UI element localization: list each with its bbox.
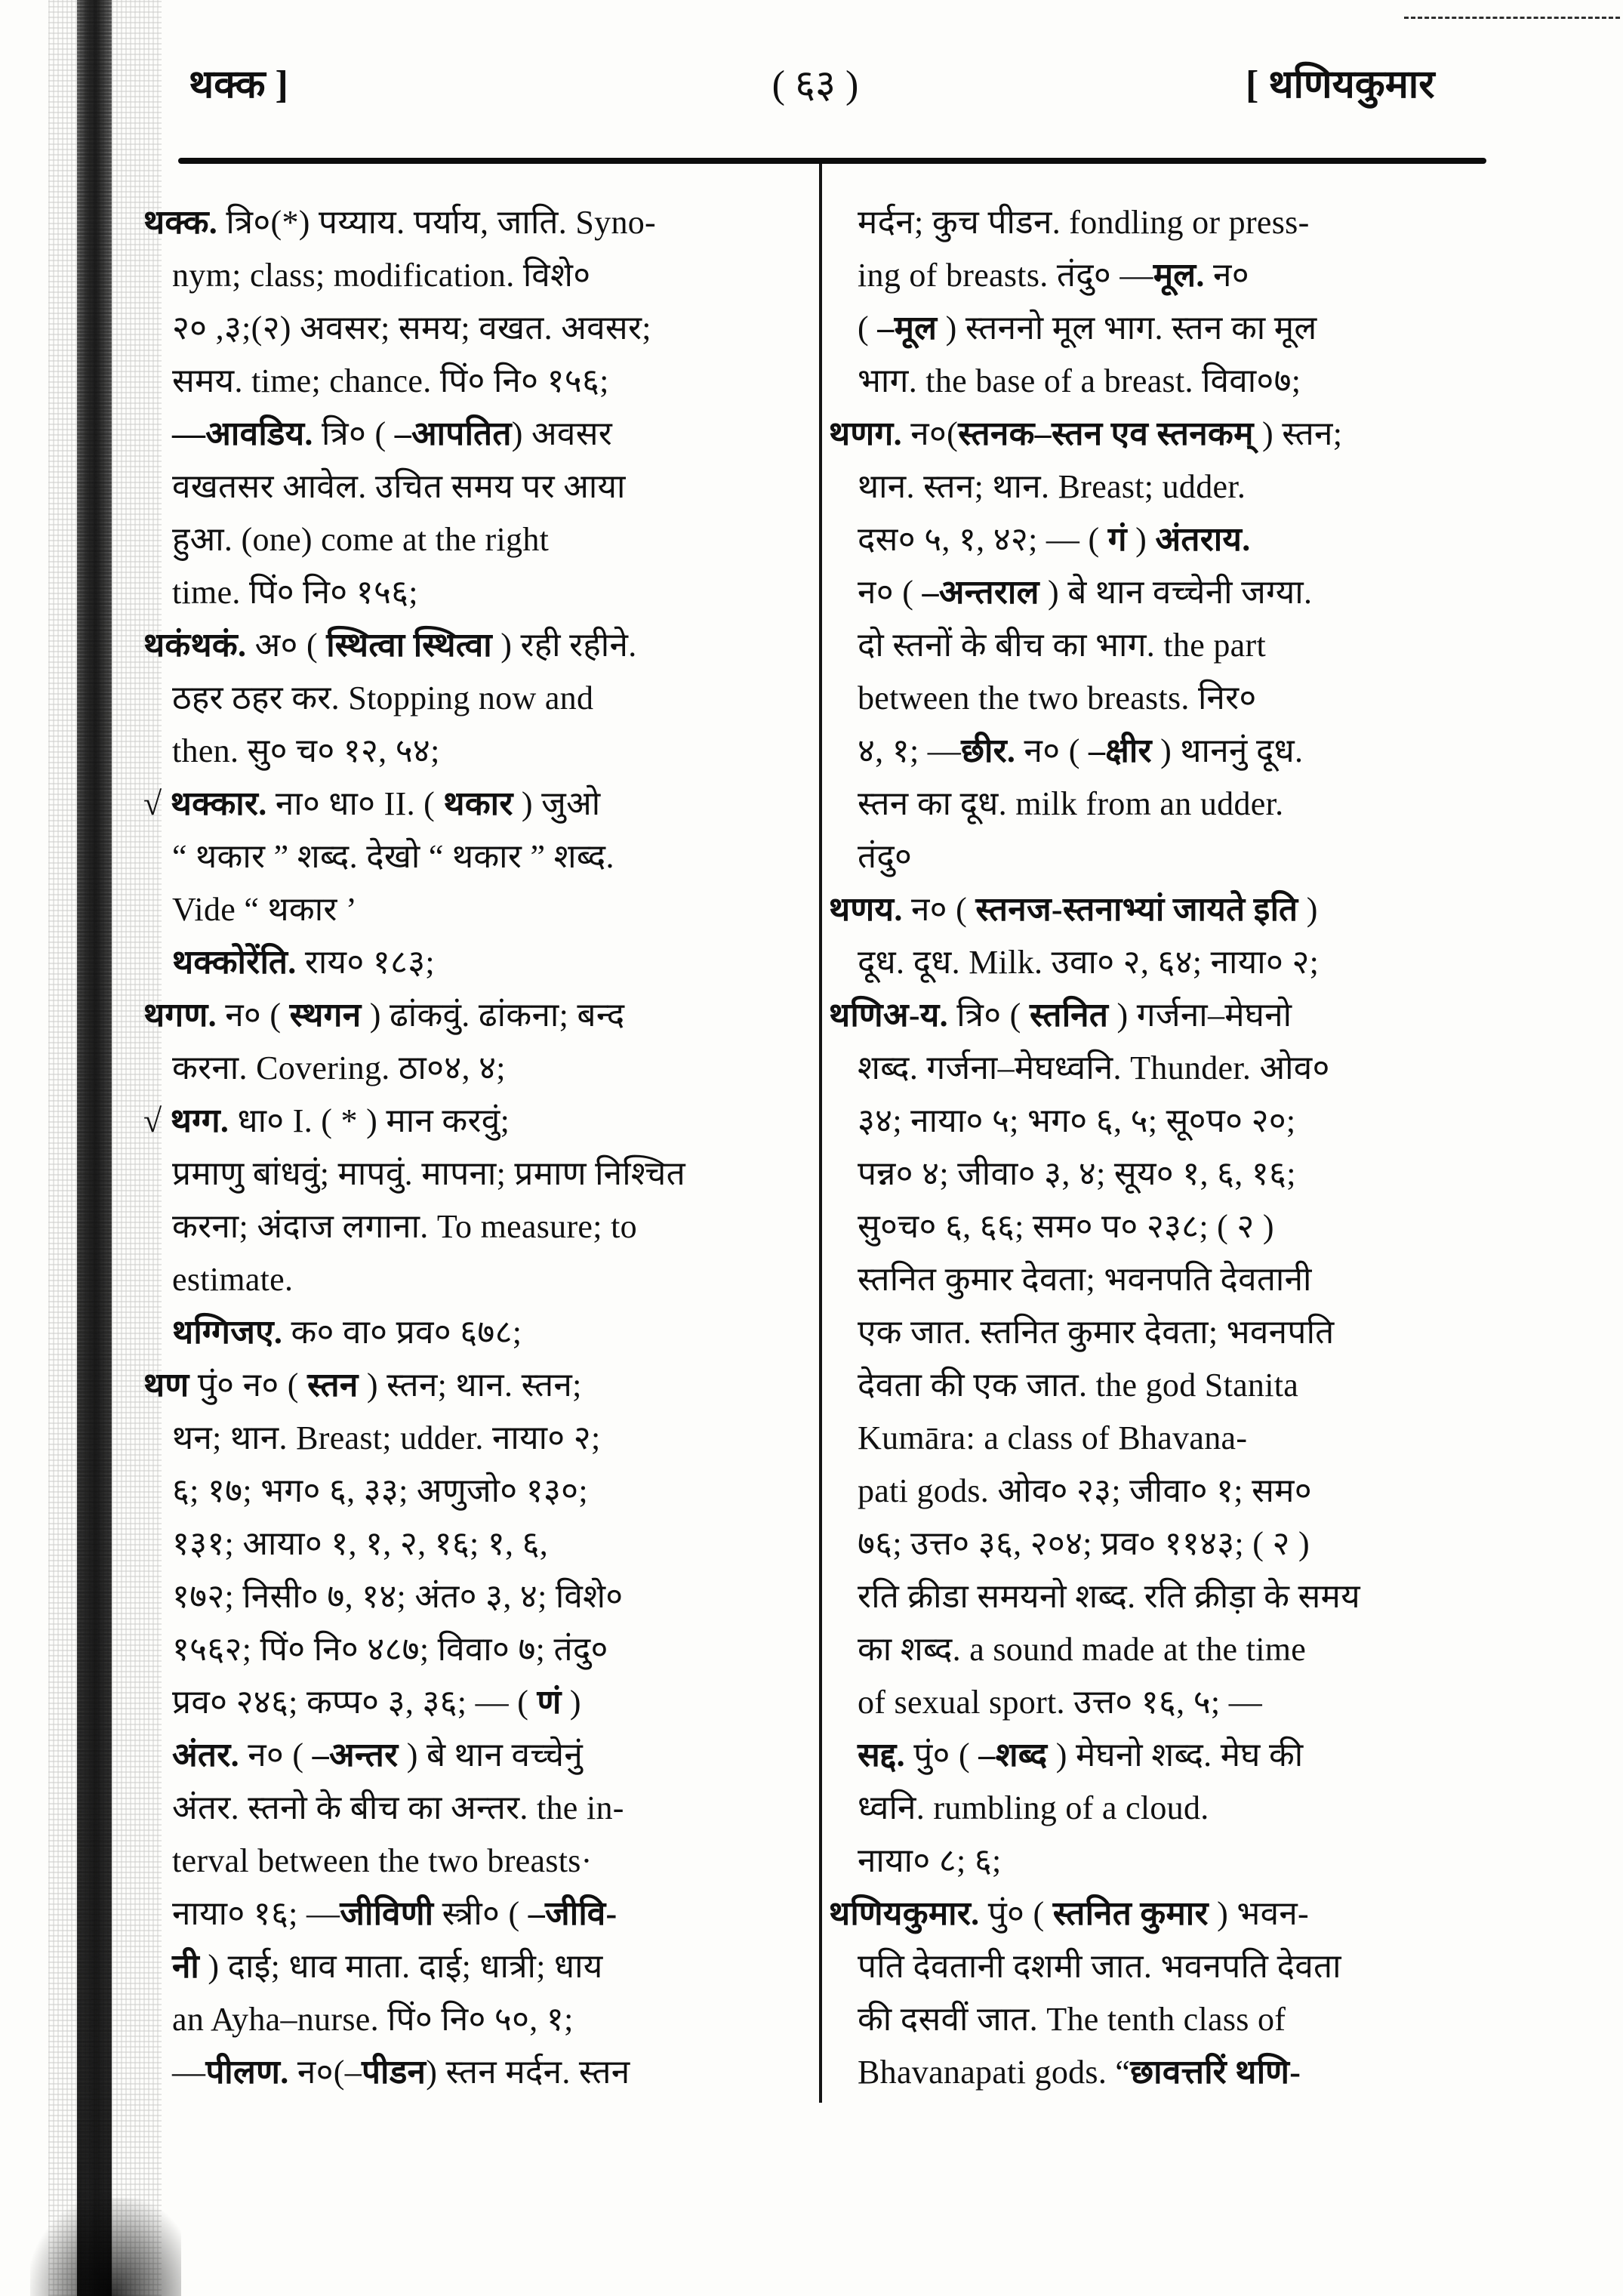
body-text: पुं० न० ( (189, 1367, 308, 1404)
body-text: ठहर ठहर कर. Stopping now and (172, 680, 594, 717)
headword-text: थणिअ-य. (829, 997, 948, 1034)
body-text: Kumāra: a class of Bhavana- (858, 1419, 1248, 1456)
running-head-right: [ थणियकुमार (1246, 63, 1435, 106)
dictionary-line (143, 1200, 812, 1253)
dictionary-line (829, 1200, 1557, 1253)
body-text: १७२; निसी० ७, १४; अंत० ३, ४; विशे० (172, 1578, 624, 1615)
headword-text: थक्कार. (170, 785, 267, 822)
body-text: तंदु० (858, 838, 913, 875)
dictionary-entry-line (143, 1359, 812, 1412)
headword-text: स्तनित कुमार (1052, 1895, 1209, 1932)
body-text: — (172, 2054, 206, 2091)
dictionary-entry-line (829, 408, 1557, 461)
headword-text: छीर. (961, 732, 1016, 769)
body-text: ना० धा० II. ( (266, 785, 444, 822)
body-text: पुं० ( (904, 1737, 979, 1774)
headword-text: थक्क. (143, 204, 218, 241)
body-text: क० वा० प्रव० ६७८; (282, 1314, 522, 1351)
dictionary-line (143, 302, 812, 355)
dictionary-entry-line (143, 778, 812, 831)
headword-text: स्तनित (1029, 997, 1109, 1034)
dictionary-line (143, 1993, 812, 2046)
dictionary-entry-line (143, 1095, 812, 1148)
body-text: १३१; आया० १, १, २, १६; १, ६, (172, 1525, 549, 1562)
headword-text: थकार (443, 785, 513, 822)
body-text: pati gods. ओव० २३; जीवा० १; सम० (858, 1472, 1312, 1509)
header-rule (178, 158, 1486, 164)
body-text: शब्द. गर्जना–मेघध्वनि. Thunder. ओव० (858, 1049, 1330, 1086)
headword-text: थग्ग. (170, 1102, 229, 1139)
body-text: न० ( (858, 574, 922, 611)
dictionary-line (829, 1782, 1557, 1835)
body-text: अंतर. स्तनो के बीच का अन्तर. the in- (172, 1789, 624, 1826)
column-divider-rule (819, 164, 822, 2103)
body-text: of sexual sport. उत्त० १६, ५; — (858, 1684, 1263, 1721)
body-text: ७६; उत्त० ३६, २०४; प्रव० ११४३; ( २ ) (858, 1525, 1310, 1562)
body-text: ) (561, 1684, 581, 1721)
body-text: Vide “ थकार ’ (172, 891, 357, 928)
dictionary-line (829, 196, 1557, 249)
dictionary-line (829, 1570, 1557, 1623)
body-text: २० ,३;(२) अवसर; समय; वखत. अवसर; (172, 310, 651, 347)
dictionary-line (143, 1412, 812, 1465)
body-text: थान. स्तन; थान. Breast; udder. (858, 468, 1246, 505)
dictionary-line (143, 1729, 812, 1782)
body-text: समय. time; chance. पिं० नि० १५६; (172, 362, 609, 399)
dictionary-line (829, 355, 1557, 408)
headword-text: मूल. (1153, 257, 1205, 294)
dictionary-line (829, 672, 1557, 725)
dictionary-line (829, 2046, 1557, 2099)
dictionary-line (143, 1148, 812, 1200)
headword-text: छावत्तरिं थणि- (1130, 2054, 1301, 2091)
headword-text: स्तन (307, 1367, 359, 1404)
body-text: त्रि०(*) पय्याय. पर्याय, जाति. Syno- (217, 204, 656, 241)
dictionary-line (829, 936, 1557, 989)
body-text: न० ( (902, 891, 976, 928)
dictionary-entry-line (143, 619, 812, 672)
dictionary-entry-line (829, 1888, 1557, 1940)
body-text: √ (143, 1102, 171, 1139)
dictionary-line (143, 355, 812, 408)
page-number: ( ६३ ) (771, 63, 859, 106)
dictionary-line (829, 513, 1557, 566)
dictionary-line (829, 249, 1557, 302)
dictionary-line (143, 408, 812, 461)
body-text: ) गर्जना–मेघनो (1108, 997, 1292, 1034)
dictionary-entry-line (829, 883, 1557, 936)
dictionary-line (143, 249, 812, 302)
dictionary-line (143, 1518, 812, 1570)
body-text: ध्वनि. rumbling of a cloud. (858, 1789, 1209, 1826)
body-text: ) बे थान वच्चेनुं (398, 1737, 584, 1774)
dictionary-line (143, 1676, 812, 1729)
dictionary-line (829, 1835, 1557, 1888)
headword-text: –शब्द (978, 1737, 1048, 1774)
body-text: १५६२; पिं० नि० ४८७; विवा० ७; तंदु० (172, 1631, 608, 1668)
dictionary-line (143, 1570, 812, 1623)
headword-text: णं (537, 1684, 562, 1721)
body-text: दस० ५, १, ४२; — ( (858, 521, 1108, 558)
headword-text: अंतराय. (1155, 521, 1251, 558)
body-text: न० ( (216, 997, 290, 1034)
dictionary-line (829, 619, 1557, 672)
body-text: धा० I. ( * ) मान करवुं; (229, 1102, 510, 1139)
body-text: “ थकार ” शब्द. देखो “ थकार ” शब्द. (172, 838, 614, 875)
body-text: रति क्रीडा समयनो शब्द. रति क्रीड़ा के समय (858, 1578, 1360, 1615)
dictionary-line (829, 1676, 1557, 1729)
headword-text: स्थित्वा स्थित्वा (326, 627, 492, 664)
dictionary-line (143, 566, 812, 619)
headword-text: थण (143, 1367, 189, 1404)
headword-text: –जीवि- (528, 1895, 617, 1932)
body-text: an Ayha–nurse. पिं० नि० ५०, १; (172, 2001, 574, 2038)
headword-text: –अन्तराल (922, 574, 1039, 611)
body-text: √ (143, 785, 171, 822)
dictionary-line (829, 461, 1557, 513)
body-text: स्त्री० ( (433, 1895, 528, 1932)
body-text: ) स्तन; (1253, 415, 1343, 452)
body-text: करना; अंदाज लगाना. To measure; to (172, 1208, 637, 1245)
binding-gutter-shadow (77, 0, 112, 2296)
left-column (143, 196, 812, 2099)
dictionary-line (143, 1940, 812, 1993)
body-text: दूध. दूध. Milk. उवा० २, ६४; नाया० २; (858, 944, 1320, 981)
dictionary-line (829, 778, 1557, 831)
headword-text: स्थगन (289, 997, 362, 1034)
body-text: देवता की एक जात. the god Stanita (858, 1367, 1299, 1404)
dictionary-line (829, 725, 1557, 778)
body-text: ) जुओ (513, 785, 601, 822)
headword-text: थक्कोरेंति. (172, 944, 297, 981)
headword-text: थणय. (829, 891, 903, 928)
body-text: प्रव० २४६; कप्प० ३, ३६; — ( (172, 1684, 537, 1721)
body-text: न० (1204, 257, 1249, 294)
body-text: ) बे थान वच्चेनी जग्या. (1039, 574, 1313, 611)
headword-text: अंतर. (172, 1737, 239, 1774)
dictionary-line (829, 1729, 1557, 1782)
headword-text: पीलण. (205, 2054, 289, 2091)
dictionary-line (143, 1253, 812, 1306)
body-text: की दसवीं जात. The tenth class of (858, 2001, 1286, 2038)
body-text: का शब्द. a sound made at the time (858, 1631, 1307, 1668)
headword-text: स्तनज-स्तनाभ्यां जायते इति (975, 891, 1298, 928)
body-text: ) भवन- (1208, 1895, 1310, 1932)
headword-text: थणियकुमार. (829, 1895, 980, 1932)
body-text: terval between the two breasts· (172, 1842, 593, 1879)
body-text: time. पिं० नि० १५६; (172, 574, 418, 611)
body-text: ) (1126, 521, 1156, 558)
body-text: करना. Covering. ठा०४, ४; (172, 1049, 506, 1086)
headword-text: थकंथकं. (143, 627, 247, 664)
body-text: ) ढांकवुं. ढांकना; बन्द (361, 997, 625, 1034)
gutter-bottom-smudge (30, 2198, 181, 2296)
dictionary-line (829, 302, 1557, 355)
dictionary-line (829, 1412, 1557, 1465)
running-head-left: थक्क ] (189, 63, 288, 106)
headword-text: पीडन (362, 2054, 427, 2091)
dictionary-line (829, 1042, 1557, 1095)
headword-text: सद्द. (858, 1737, 905, 1774)
dictionary-line (143, 831, 812, 883)
right-column (829, 196, 1557, 2099)
dictionary-line (143, 672, 812, 725)
body-text: पन्न० ४; जीवा० ३, ४; सूय० १, ६, १६; (858, 1155, 1296, 1192)
body-text: राय० १८३; (296, 944, 435, 981)
body-text: प्रमाणु बांधवुं; मापवुं. मापना; प्रमाण निश्चित (172, 1155, 686, 1192)
body-text: ४, १; — (858, 732, 962, 769)
dictionary-line (143, 725, 812, 778)
body-text: ६; १७; भग० ६, ३३; अणुजो० १३०; (172, 1472, 588, 1509)
dictionary-line (143, 461, 812, 513)
body-text: स्तनित कुमार देवता; भवनपति देवतानी (858, 1261, 1312, 1298)
headword-text: स्तनक–स्तन एव स्तनकम् (958, 415, 1254, 452)
body-text: ( (858, 310, 878, 347)
dictionary-line (829, 1518, 1557, 1570)
body-text: वखतसर आवेल. उचित समय पर आया (172, 468, 626, 505)
dictionary-line (829, 1623, 1557, 1676)
body-text: पुं० ( (979, 1895, 1053, 1932)
headword-text: गं (1107, 521, 1127, 558)
headword-text: थणग. (829, 415, 902, 452)
dictionary-entry-line (143, 989, 812, 1042)
body-text: न०( (901, 415, 959, 452)
body-text: त्रि० ( (947, 997, 1030, 1034)
body-text: अ० ( (246, 627, 327, 664)
dictionary-line (143, 1465, 812, 1518)
headword-text: जीविणी (340, 1895, 434, 1932)
body-text: नाया० ८; ६; (858, 1842, 1002, 1879)
headword-text: —आवडिय. (172, 415, 313, 452)
body-text: between the two breasts. निर० (858, 680, 1257, 717)
dictionary-line (143, 1888, 812, 1940)
dictionary-line (143, 1782, 812, 1835)
body-text: दो स्तनों के बीच का भाग. the part (858, 627, 1266, 664)
dictionary-line (829, 1465, 1557, 1518)
body-text: ) थाननुं दूध. (1151, 732, 1304, 769)
body-text: Bhavanapati gods. “ (858, 2054, 1131, 2091)
dictionary-line (143, 1306, 812, 1359)
dictionary-line (829, 1095, 1557, 1148)
dictionary-line (829, 1306, 1557, 1359)
dictionary-line (143, 2046, 812, 2099)
body-text: नाया० १६; — (172, 1895, 340, 1932)
headword-text: –मूल (877, 310, 938, 347)
dictionary-line (829, 1148, 1557, 1200)
headword-text: –आपतित (394, 415, 512, 452)
body-text: ) (1298, 891, 1318, 928)
dictionary-line (829, 1359, 1557, 1412)
headword-text: थग्गिजए. (172, 1314, 283, 1351)
dictionary-line (829, 566, 1557, 619)
body-text: एक जात. स्तनित कुमार देवता; भवनपति (858, 1314, 1335, 1351)
body-text: ) स्तननो मूल भाग. स्तन का मूल (937, 310, 1317, 347)
headword-text: –अन्तर (312, 1737, 399, 1774)
body-text: स्तन का दूध. milk from an udder. (858, 785, 1284, 822)
body-text: त्रि० ( (313, 415, 395, 452)
body-text: हुआ. (one) come at the right (172, 521, 550, 558)
dictionary-entry-line (829, 989, 1557, 1042)
body-text: estimate. (172, 1261, 294, 1298)
body-text: ) अवसर (511, 415, 613, 452)
body-text: मर्दन; कुच पीडन. fondling or press- (858, 204, 1310, 241)
dictionary-line (829, 1993, 1557, 2046)
body-text: पति देवतानी दशमी जात. भवनपति देवता (858, 1948, 1341, 1985)
body-text: भाग. the base of a breast. विवा०७; (858, 362, 1301, 399)
body-text: nym; class; modification. विशे० (172, 257, 591, 294)
dictionary-entry-line (143, 196, 812, 249)
headword-text: थगण. (143, 997, 217, 1034)
headword-text: नी (172, 1948, 200, 1985)
dictionary-line (143, 936, 812, 989)
body-text: ) दाई; धाव माता. दाई; धात्री; धाय (199, 1948, 603, 1985)
dictionary-line (829, 1940, 1557, 1993)
dictionary-line (143, 1835, 812, 1888)
body-text: ) मेघनो शब्द. मेघ की (1047, 1737, 1304, 1774)
dictionary-line (143, 1042, 812, 1095)
body-text: न० ( (1015, 732, 1089, 769)
body-text: सु०च० ६, ६६; सम० प० २३८; ( २ ) (858, 1208, 1274, 1245)
dictionary-line (143, 513, 812, 566)
body-text: ३४; नाया० ५; भग० ६, ५; सू०प० २०; (858, 1102, 1296, 1139)
body-text: then. सु० च० १२, ५४; (172, 732, 440, 769)
headword-text: –क्षीर (1089, 732, 1152, 769)
dictionary-line (829, 831, 1557, 883)
dictionary-line (143, 1623, 812, 1676)
dictionary-line (829, 1253, 1557, 1306)
body-text: न०(– (288, 2054, 362, 2091)
body-text: ) स्तन मर्दन. स्तन (426, 2054, 630, 2091)
body-text: ing of breasts. तंदु० — (858, 257, 1153, 294)
body-text: ) रही रहीने. (491, 627, 637, 664)
top-right-dashed-artifact (1404, 17, 1620, 19)
body-text: ) स्तन; थान. स्तन; (358, 1367, 582, 1404)
dictionary-line (143, 883, 812, 936)
body-text: थन; थान. Breast; udder. नाया० २; (172, 1419, 601, 1456)
body-text: न० ( (239, 1737, 313, 1774)
